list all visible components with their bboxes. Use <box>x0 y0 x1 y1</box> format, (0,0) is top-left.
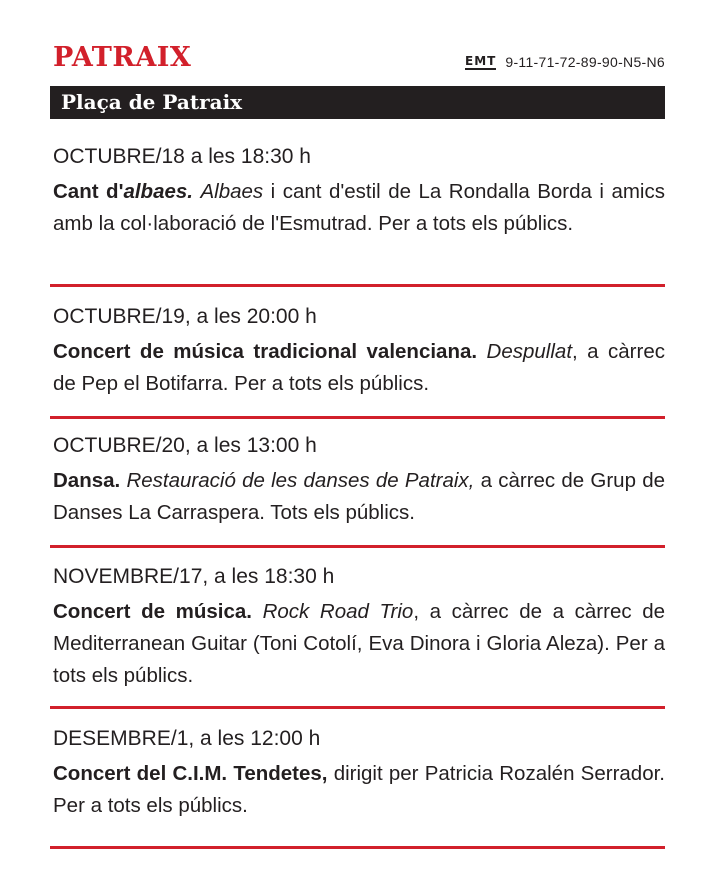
event-item <box>53 563 665 692</box>
district-header <box>53 42 665 76</box>
event-details: dirigit per Patricia Rozalén Serrador. Per a tots els públics. <box>53 762 665 817</box>
divider <box>50 706 665 709</box>
event-item <box>53 143 665 240</box>
event-title: Concert del C.I.M. Tendetes, <box>53 762 328 785</box>
emt-logo-icon: EMT <box>465 53 497 68</box>
district-title: PATRAIX <box>53 42 192 73</box>
divider <box>50 846 665 849</box>
event-date: DESEMBRE/1, a les 12:00 h <box>53 727 321 750</box>
event-item <box>53 725 665 822</box>
event-description <box>53 758 665 822</box>
divider <box>50 416 665 419</box>
event-work-title: Albaes <box>200 180 264 203</box>
divider <box>50 284 665 287</box>
event-title: Concert de música. <box>53 600 252 623</box>
event-description <box>53 465 665 529</box>
event-work-title: Restauració de les danses de Patraix, <box>126 469 475 492</box>
event-work-title: Rock Road Trio <box>262 600 414 623</box>
venue-bar <box>50 86 665 119</box>
event-title: Cant d'albaes. <box>53 180 193 203</box>
event-details: a càrrec de Grup de Danses La Carraspera. Tots els públics. <box>53 469 666 524</box>
event-date: OCTUBRE/18 a les 18:30 h <box>53 145 311 168</box>
event-description <box>53 336 665 400</box>
event-date: OCTUBRE/19, a les 20:00 h <box>53 305 317 328</box>
event-item <box>53 432 665 529</box>
event-item <box>53 303 665 400</box>
event-details: , a càrrec de Pep el Botifarra. Per a tots els públics. <box>53 340 665 395</box>
event-title: Dansa. <box>53 469 121 492</box>
event-date: NOVEMBRE/17, a les 18:30 h <box>53 565 335 588</box>
event-details: , a càrrec de a càrrec de Mediterranean Guitar (Toni Cotolí, Eva Dinora i Gloria Aleza). Per a tots els públics. <box>53 600 666 687</box>
event-title: Concert de música tradicional valenciana. <box>53 340 478 363</box>
event-description <box>53 176 665 240</box>
event-description <box>53 596 665 692</box>
bus-info <box>465 54 665 70</box>
event-work-title: Despullat <box>486 340 573 363</box>
bus-routes: 9-11-71-72-89-90-N5-N6 <box>505 54 665 70</box>
event-date: OCTUBRE/20, a les 13:00 h <box>53 434 317 457</box>
event-details: i cant d'estil de La Rondalla Borda i amics amb la col·laboració de l'Esmutrad. Per a tots els públics. <box>53 180 665 235</box>
divider <box>50 545 665 548</box>
venue-name: Plaça de Patraix <box>61 90 243 114</box>
